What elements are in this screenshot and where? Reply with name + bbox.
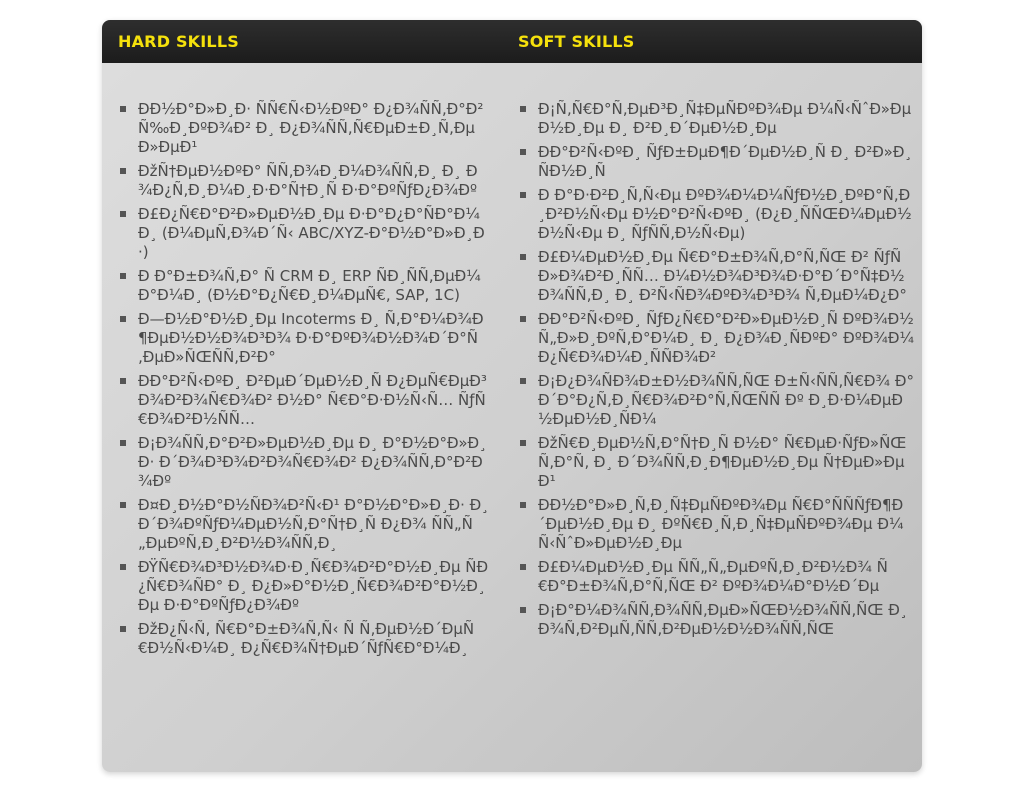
list-item: Ð£Ð¼ÐµÐ½Ð¸Ðµ Ñ€Ð°Ð±Ð¾Ñ‚Ð°Ñ‚ÑŒ Ð² ÑƒÑÐ»Ð¾Ð²Ð¸ÑÑ… Ð¼Ð½Ð¾Ð³Ð¾Ð·Ð°Ð´Ð°Ñ‡Ð½Ð¾ÑÑ‚Ð¸ Ð¸ Ð²Ñ‹ÑÐ¾ÐºÐ¾Ð³Ð¾ Ñ‚ÐµÐ¼Ð¿Ð° [520,248,915,305]
list-item: Ð¡Ð°Ð¼Ð¾ÑÑ‚Ð¾ÑÑ‚ÐµÐ»ÑŒÐ½Ð¾ÑÑ‚ÑŒ Ð¸ Ð¾Ñ‚Ð²ÐµÑ‚ÑÑ‚Ð²ÐµÐ½Ð½Ð¾ÑÑ‚ÑŒ [520,601,915,639]
list-item: Ð¤Ð¸Ð½Ð°Ð½ÑÐ¾Ð²Ñ‹Ð¹ Ð°Ð½Ð°Ð»Ð¸Ð· Ð¸ Ð´Ð¾ÐºÑƒÐ¼ÐµÐ½Ñ‚Ð°Ñ†Ð¸Ñ Ð¿Ð¾ ÑÑ„Ñ„ÐµÐºÑ‚Ð¸Ð²Ð½Ð¾ÑÑ‚Ð¸ [120,496,490,553]
soft-skills-list [520,100,915,644]
list-item: Ð¡Ð¿Ð¾ÑÐ¾Ð±Ð½Ð¾ÑÑ‚ÑŒ Ð±Ñ‹ÑÑ‚Ñ€Ð¾ Ð°Ð´Ð°Ð¿Ñ‚Ð¸Ñ€Ð¾Ð²Ð°Ñ‚ÑŒÑÑ Ðº Ð¸Ð·Ð¼ÐµÐ½ÐµÐ½Ð¸ÑÐ¼ [520,372,915,429]
list-item: ÐŸÑ€Ð¾Ð³Ð½Ð¾Ð·Ð¸Ñ€Ð¾Ð²Ð°Ð½Ð¸Ðµ ÑÐ¿Ñ€Ð¾ÑÐ° Ð¸ Ð¿Ð»Ð°Ð½Ð¸Ñ€Ð¾Ð²Ð°Ð½Ð¸Ðµ Ð·Ð°ÐºÑƒÐ¿Ð¾Ðº [120,558,490,615]
soft-skills-heading: SOFT SKILLS [518,32,635,51]
list-item: ÐÐ°Ð²Ñ‹ÐºÐ¸ Ð²ÐµÐ´ÐµÐ½Ð¸Ñ Ð¿ÐµÑ€ÐµÐ³Ð¾Ð²Ð¾Ñ€Ð¾Ð² Ð½Ð° Ñ€Ð°Ð·Ð½Ñ‹Ñ… ÑƒÑ€Ð¾Ð²Ð½ÑÑ… [120,372,490,429]
skills-table [102,20,922,772]
list-item: Ð Ð°Ð·Ð²Ð¸Ñ‚Ñ‹Ðµ ÐºÐ¾Ð¼Ð¼ÑƒÐ½Ð¸ÐºÐ°Ñ‚Ð¸Ð²Ð½Ñ‹Ðµ Ð½Ð°Ð²Ñ‹ÐºÐ¸ (Ð¿Ð¸ÑÑŒÐ¼ÐµÐ½Ð½Ñ‹Ðµ Ð¸ ÑƒÑÑ‚Ð½Ñ‹Ðµ) [520,186,915,243]
table-header [102,20,922,63]
hard-skills-list [120,100,490,663]
list-item: ÐžÑ€Ð¸ÐµÐ½Ñ‚Ð°Ñ†Ð¸Ñ Ð½Ð° Ñ€ÐµÐ·ÑƒÐ»ÑŒÑ‚Ð°Ñ‚ Ð¸ Ð´Ð¾ÑÑ‚Ð¸Ð¶ÐµÐ½Ð¸Ðµ Ñ†ÐµÐ»ÐµÐ¹ [520,434,915,491]
list-item: Ð£Ð¿Ñ€Ð°Ð²Ð»ÐµÐ½Ð¸Ðµ Ð·Ð°Ð¿Ð°ÑÐ°Ð¼Ð¸ (Ð¼ÐµÑ‚Ð¾Ð´Ñ‹ ABC/XYZ-Ð°Ð½Ð°Ð»Ð¸Ð·) [120,205,490,262]
list-item: ÐÐ½Ð°Ð»Ð¸Ñ‚Ð¸Ñ‡ÐµÑÐºÐ¾Ðµ Ñ€Ð°ÑÑÑƒÐ¶Ð´ÐµÐ½Ð¸Ðµ Ð¸ ÐºÑ€Ð¸Ñ‚Ð¸Ñ‡ÐµÑÐºÐ¾Ðµ Ð¼Ñ‹ÑˆÐ»ÐµÐ½Ð¸Ðµ [520,496,915,553]
list-item: ÐÐ½Ð°Ð»Ð¸Ð· ÑÑ€Ñ‹Ð½ÐºÐ° Ð¿Ð¾ÑÑ‚Ð°Ð²Ñ‰Ð¸ÐºÐ¾Ð² Ð¸ Ð¿Ð¾ÑÑ‚Ñ€ÐµÐ±Ð¸Ñ‚ÐµÐ»ÐµÐ¹ [120,100,490,157]
list-item: Ð¡Ñ‚Ñ€Ð°Ñ‚ÐµÐ³Ð¸Ñ‡ÐµÑÐºÐ¾Ðµ Ð¼Ñ‹ÑˆÐ»ÐµÐ½Ð¸Ðµ Ð¸ Ð²Ð¸Ð´ÐµÐ½Ð¸Ðµ [520,100,915,138]
list-item: ÐžÐ¿Ñ‹Ñ‚ Ñ€Ð°Ð±Ð¾Ñ‚Ñ‹ Ñ Ñ‚ÐµÐ½Ð´ÐµÑ€Ð½Ñ‹Ð¼Ð¸ Ð¿Ñ€Ð¾Ñ†ÐµÐ´ÑƒÑ€Ð°Ð¼Ð¸ [120,620,490,658]
list-item: Ð Ð°Ð±Ð¾Ñ‚Ð° Ñ CRM Ð¸ ERP ÑÐ¸ÑÑ‚ÐµÐ¼Ð°Ð¼Ð¸ (Ð½Ð°Ð¿Ñ€Ð¸Ð¼ÐµÑ€, SAP, 1C) [120,267,490,305]
list-item: ÐÐ°Ð²Ñ‹ÐºÐ¸ ÑƒÐ±ÐµÐ¶Ð´ÐµÐ½Ð¸Ñ Ð¸ Ð²Ð»Ð¸ÑÐ½Ð¸Ñ [520,143,915,181]
list-item: Ð£Ð¼ÐµÐ½Ð¸Ðµ ÑÑ„Ñ„ÐµÐºÑ‚Ð¸Ð²Ð½Ð¾ Ñ€Ð°Ð±Ð¾Ñ‚Ð°Ñ‚ÑŒ Ð² ÐºÐ¾Ð¼Ð°Ð½Ð´Ðµ [520,558,915,596]
hard-skills-heading: HARD SKILLS [118,32,239,51]
list-item: Ð—Ð½Ð°Ð½Ð¸Ðµ Incoterms Ð¸ Ñ‚Ð°Ð¼Ð¾Ð¶ÐµÐ½Ð½Ð¾Ð³Ð¾ Ð·Ð°ÐºÐ¾Ð½Ð¾Ð´Ð°Ñ‚ÐµÐ»ÑŒÑÑ‚Ð²Ð° [120,310,490,367]
list-item: ÐÐ°Ð²Ñ‹ÐºÐ¸ ÑƒÐ¿Ñ€Ð°Ð²Ð»ÐµÐ½Ð¸Ñ ÐºÐ¾Ð½Ñ„Ð»Ð¸ÐºÑ‚Ð°Ð¼Ð¸ Ð¸ Ð¿Ð¾Ð¸ÑÐºÐ° ÐºÐ¾Ð¼Ð¿Ñ€Ð¾Ð¼Ð¸ÑÑÐ¾Ð² [520,310,915,367]
list-item: Ð¡Ð¾ÑÑ‚Ð°Ð²Ð»ÐµÐ½Ð¸Ðµ Ð¸ Ð°Ð½Ð°Ð»Ð¸Ð· Ð´Ð¾Ð³Ð¾Ð²Ð¾Ñ€Ð¾Ð² Ð¿Ð¾ÑÑ‚Ð°Ð²Ð¾Ðº [120,434,490,491]
list-item: ÐžÑ†ÐµÐ½ÐºÐ° ÑÑ‚Ð¾Ð¸Ð¼Ð¾ÑÑ‚Ð¸ Ð¸ Ð¾Ð¿Ñ‚Ð¸Ð¼Ð¸Ð·Ð°Ñ†Ð¸Ñ Ð·Ð°ÐºÑƒÐ¿Ð¾Ðº [120,162,490,200]
